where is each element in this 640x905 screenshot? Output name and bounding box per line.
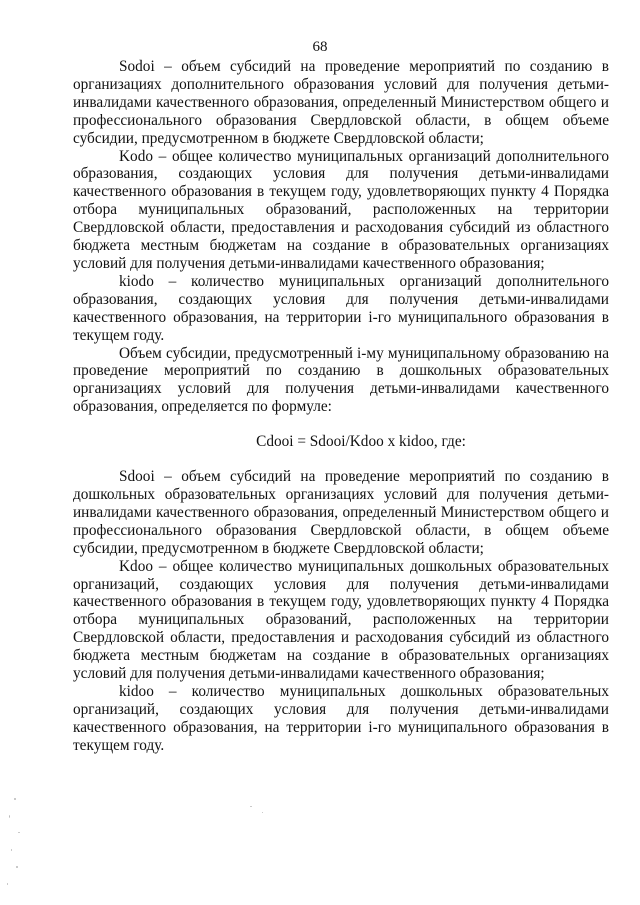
paragraph-sodoi-definition: Sodoi – объем субсидий на проведение мероприятий по созданию в организациях дополнительного образования условий для получения детьми-инвалидами качественного образования, определенный Министерством общего и профессионального образования Свердловской области, в общем объеме субсидии, предусмотренном в бюджете Свердловской области; (73, 58, 609, 147)
scan-speck (7, 883, 8, 885)
formula: Cdooi = Sdooi/Kdoo x kidoo, где: (256, 433, 466, 451)
scan-speck (11, 849, 12, 851)
scan-speck (250, 806, 252, 807)
paragraph-kdoo-definition: Kdoo – общее количество муниципальных дошкольных образовательных организаций, создающих условия для получения детьми-инвалидами качественного образования в текущем году, удовлетворяющих пункту 4 Порядка отбора муниципальных образований, расположенных на территории Свердловской области, предоставления и расходования субсидий из областного бюджета местным бюджетам на создание в образовательных организациях условий для получения детьми-инвалидами качественного образования; (73, 557, 609, 683)
scan-speck (262, 812, 263, 813)
paragraph-kidoo-definition: kidoo – количество муниципальных дошкольных образовательных организаций, создающих условия для получения детьми-инвалидами качественного образования, на территории i-го муниципального образования в текущем году. (73, 683, 609, 754)
scan-speck (14, 798, 16, 800)
page-number: 68 (312, 39, 328, 55)
paragraph-sdooi-definition: Sdooi – объем субсидий на проведение мероприятий по созданию в дошкольных образовательных организациях условий для получения детьми-инвалидами качественного образования, определенный Министерством общего и профессионального образования Свердловской области, в общем объеме субсидии, предусмотренном в бюджете Свердловской области; (73, 468, 609, 557)
paragraph-kiodo-definition: kiodo – количество муниципальных организаций дополнительного образования, создающих условия для получения детьми-инвалидами качественного образования, на территории i-го муниципального образования в текущем году. (73, 272, 609, 344)
scan-speck (16, 866, 18, 868)
document-body (73, 58, 609, 755)
scan-speck (9, 815, 10, 818)
paragraph-subsidy-intro: Объем субсидии, предусмотренный i-му муниципальному образованию на проведение мероприятий по созданию в дошкольных образовательных организациях условий для получения детьми-инвалидами качественного образования, определяется по формуле: (73, 344, 609, 416)
paragraph-kodo-definition: Kodo – общее количество муниципальных организаций дополнительного образования, создающих условия для получения детьми-инвалидами качественного образования в текущем году, удовлетворяющих пункту 4 Порядка отбора муниципальных образований, расположенных на территории Свердловской области, предоставления и расходования субсидий из областного бюджета местным бюджетам на создание в образовательных организациях условий для получения детьми-инвалидами качественного образования; (73, 147, 609, 272)
scan-speck (18, 832, 20, 833)
